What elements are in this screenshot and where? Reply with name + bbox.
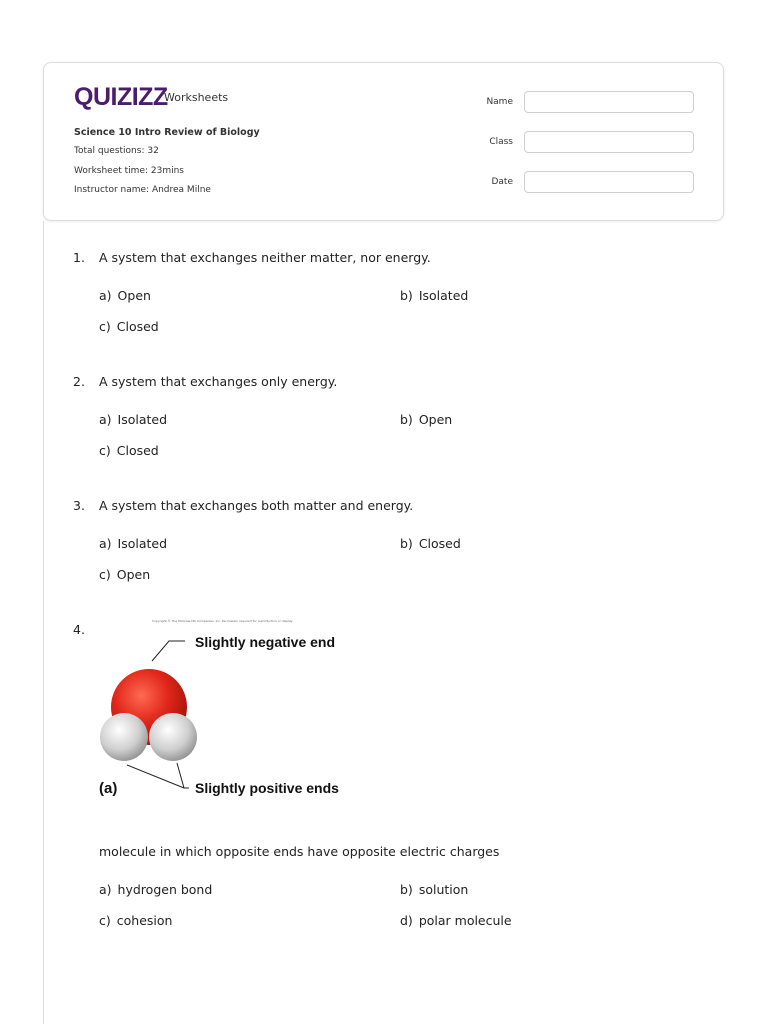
answer-option[interactable]: b) solution	[400, 882, 469, 897]
positive-end-leader-left	[127, 765, 184, 788]
answer-option[interactable]: a) Isolated	[99, 536, 168, 551]
question-number: 2.	[73, 374, 85, 389]
name-label: Name	[486, 97, 513, 107]
answer-option[interactable]: b) Closed	[400, 536, 461, 551]
answer-option[interactable]: b) Open	[400, 412, 453, 427]
answer-option[interactable]: a) hydrogen bond	[99, 882, 213, 897]
date-label: Date	[491, 177, 513, 187]
answer-option[interactable]: c) Open	[99, 567, 151, 582]
answer-option[interactable]: a) Isolated	[99, 412, 168, 427]
total-questions: Total questions: 32	[74, 146, 159, 156]
answer-option[interactable]: d) polar molecule	[400, 913, 512, 928]
negative-end-leader	[152, 641, 185, 661]
question-text: A system that exchanges neither matter, nor energy.	[99, 250, 431, 265]
class-label: Class	[489, 137, 513, 147]
figure-panel-label: (a)	[99, 780, 118, 797]
worksheet-time: Worksheet time: 23mins	[74, 166, 184, 176]
question-text: A system that exchanges both matter and energy.	[99, 498, 414, 513]
answer-option[interactable]: c) Closed	[99, 319, 159, 334]
class-field[interactable]	[524, 131, 694, 153]
date-field[interactable]	[524, 171, 694, 193]
question-text: A system that exchanges only energy.	[99, 374, 338, 389]
label-positive-ends: Slightly positive ends	[195, 780, 339, 796]
positive-end-leader-right	[177, 763, 189, 788]
page-left-border	[43, 221, 44, 1024]
instructor-name: Instructor name: Andrea Milne	[74, 185, 211, 195]
hydrogen-atom-right	[149, 713, 197, 761]
question-number: 1.	[73, 250, 85, 265]
question-text: molecule in which opposite ends have opposite electric charges	[99, 844, 500, 859]
hydrogen-atom-left	[100, 713, 148, 761]
water-molecule-figure	[97, 613, 357, 808]
answer-option[interactable]: c) cohesion	[99, 913, 173, 928]
worksheet-header	[43, 62, 724, 221]
question-number: 4.	[73, 622, 85, 637]
worksheet-title: Science 10 Intro Review of Biology	[74, 127, 260, 138]
quizizz-logo: QUIZIZZ	[74, 83, 168, 111]
label-negative-end: Slightly negative end	[195, 634, 336, 650]
answer-option[interactable]: b) Isolated	[400, 288, 469, 303]
name-field[interactable]	[524, 91, 694, 113]
answer-option[interactable]: c) Closed	[99, 443, 159, 458]
logo-tagline: Worksheets	[164, 91, 229, 104]
answer-option[interactable]: a) Open	[99, 288, 151, 303]
question-number: 3.	[73, 498, 85, 513]
figure-copyright: Copyright © The McGraw-Hill Companies, Inc. Permission required for reproduction or display.	[152, 619, 293, 623]
